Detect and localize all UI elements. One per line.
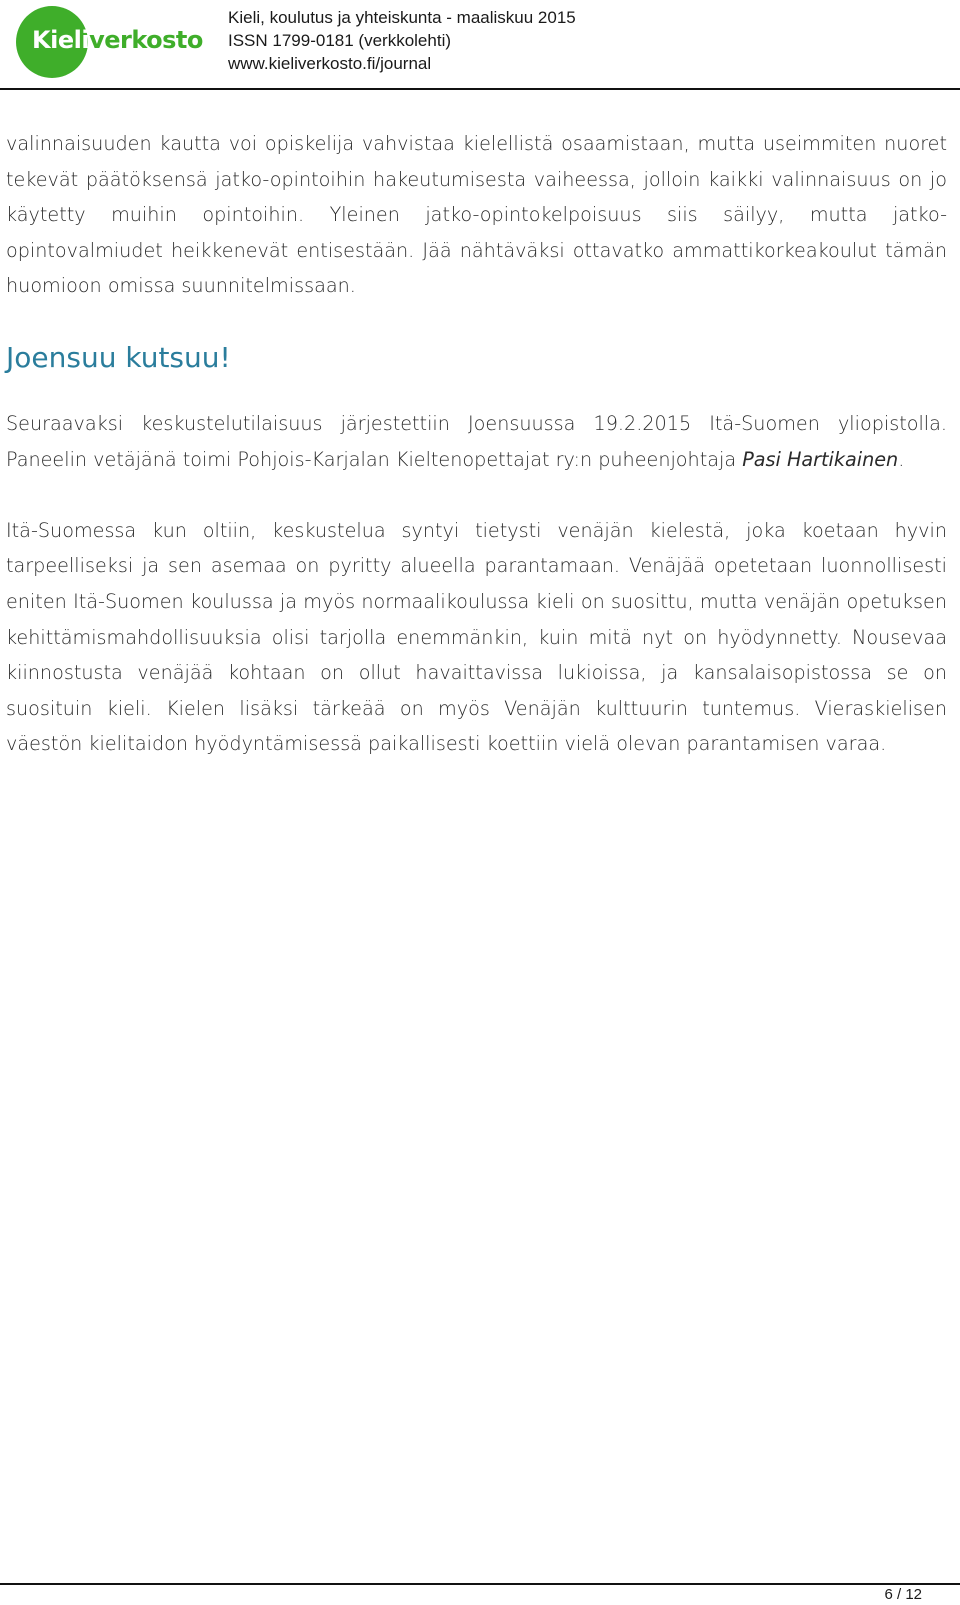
body-paragraph-1: valinnaisuuden kautta voi opiskelija vahvistaa kielellistä osaamistaan, mutta useimmiten nuoret tekevät päätöksensä jatko-opintoihin hakeutumisesta vaiheessa, jolloin kaikki valinnaisuus on jo käytetty muihin opintoihin. Yleinen jatko-opintokelpoisuus siis säilyy, mutta jatko-opintovalmiudet heikkenevät entisestään. Jää nähtäväksi ottavatko ammattikorkeakoulut tämän huomioon omissa suunnitelmissaan. bbox=[6, 132, 947, 298]
page-header bbox=[0, 0, 960, 88]
page-number: 6 / 12 bbox=[884, 1586, 922, 1603]
panel-leader-name: Pasi Hartikainen bbox=[742, 447, 899, 471]
paragraph-2-text: Seuraavaksi keskustelutilaisuus järjestettiin Joensuussa 19.2.2015 Itä-Suomen yliopistolla. Paneelin vetäjänä toimi Pohjois-Karjalan Kieltenopettajat ry:n puheenjohtaja bbox=[6, 411, 947, 471]
paragraph-2-end: . bbox=[898, 447, 905, 471]
logo-text-part2: verkosto bbox=[89, 26, 203, 54]
section-heading: Joensuu kutsuu! bbox=[6, 340, 231, 374]
journal-url: www.kieliverkosto.fi/journal bbox=[228, 54, 432, 73]
journal-meta bbox=[228, 6, 576, 75]
article-body bbox=[6, 126, 947, 762]
header-divider bbox=[0, 88, 960, 90]
logo-wordmark bbox=[32, 26, 203, 54]
footer-divider bbox=[0, 1583, 960, 1585]
logo-text-part1: Kieli bbox=[32, 26, 90, 54]
body-paragraph-3: Itä-Suomessa kun oltiin, keskustelua syntyi tietysti venäjän kielestä, joka koetaan hyvin tarpeelliseksi ja sen asemaa on pyritty alueella parantamaan. Venäjää opetetaan luonnollisesti eniten Itä-Suomen koulussa ja myös normaalikoulussa kieli on suosittu, mutta venäjän opetuksen kehittämismahdollisuuksia olisi tarjolla enemmänkin, kuin mitä nyt on hyödynnetty. Nousevaa kiinnostusta venäjää kohtaan on ollut havaittavissa lukioissa, ja kansalaisopistossa se on suosituin kieli. Kielen lisäksi tärkeää on myös Venäjän kulttuurin tuntemus. Vieraskielisen väestön kielitaidon hyödyntämisessä paikallisesti koettiin vielä olevan parantamisen varaa. bbox=[6, 518, 947, 756]
journal-issn: ISSN 1799-0181 (verkkolehti) bbox=[228, 31, 452, 50]
body-paragraph-2 bbox=[6, 406, 947, 477]
journal-title: Kieli, koulutus ja yhteiskunta - maaliskuu 2015 bbox=[228, 8, 576, 27]
